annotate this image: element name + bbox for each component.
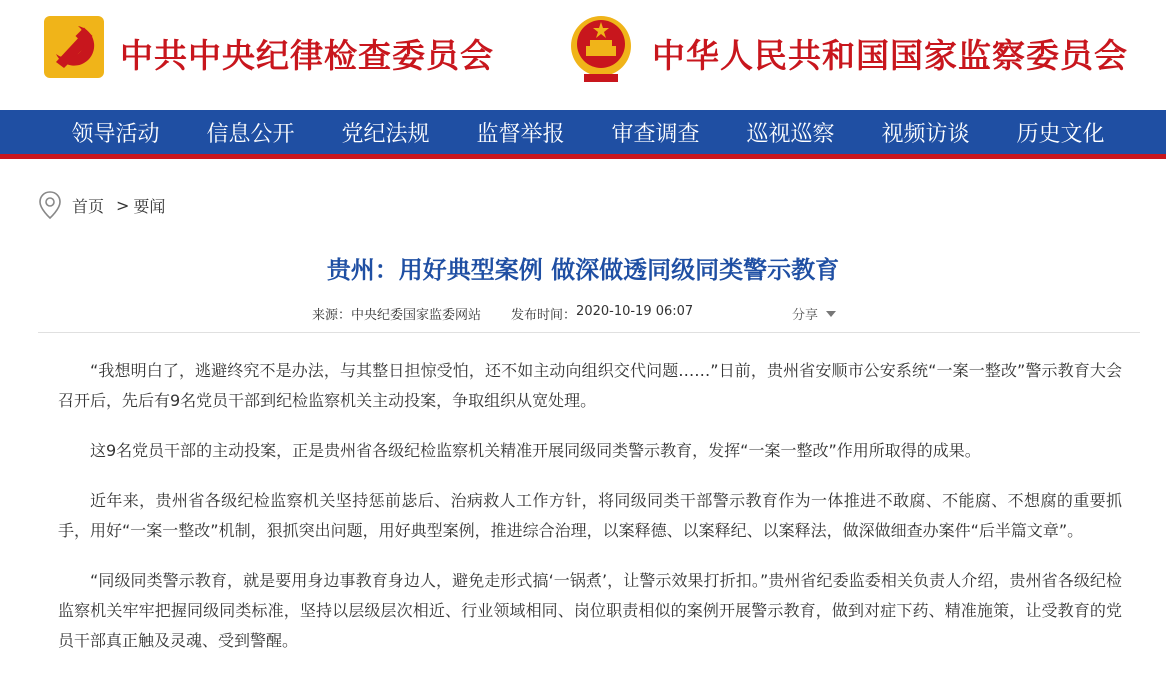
nav-item-regulations[interactable]: 党纪法规 [341,121,430,147]
nav-item-report[interactable]: 监督举报 [476,121,565,147]
meta-divider [38,332,1140,333]
location-pin-icon [38,190,62,220]
breadcrumb-home[interactable]: 首页 [72,196,105,216]
time-value: 2020-10-19 06:07 [576,304,694,319]
breadcrumb [38,190,165,220]
nav-item-history[interactable]: 历史文化 [1016,121,1105,147]
source-value: 中央纪委国家监委网站 [351,308,482,323]
share-button[interactable] [792,304,836,323]
breadcrumb-separator: > [116,195,130,215]
main-nav [0,110,1166,154]
chevron-down-icon [826,311,836,317]
party-emblem-icon[interactable] [42,14,106,80]
article-title: 贵州：用好典型案例 做深做透同级同类警示教育 [326,256,840,284]
article-body [58,356,1122,676]
paragraph: “同级同类警示教育，就是要用身边事教育身边人，避免走形式搞‘一锅煮’，让警示效果打折扣。”贵州省纪委监委相关负责人介绍，贵州省各级纪检监察机关牢牢把握同级同类标准，坚持以层级层次相近、行业领域相同、岗位职责相似的案例开展警示教育，做到对症下药、精准施策，让受教育的党员干部真正触及灵魂、受到警醒。 [58,571,1122,650]
source-label: 来源： [312,308,352,323]
national-emblem-icon[interactable] [568,12,634,84]
nav-divider [0,154,1166,159]
paragraph: 近年来，贵州省各级纪检监察机关坚持惩前毖后、治病救人工作方针，将同级同类干部警示教育作为一体推进不敢腐、不能腐、不想腐的重要抓手，用好“一案一整改”机制，狠抓突出问题，用好典型案例，推进综合治理，以案释德、以案释纪、以案释法，做深做细查办案件“后半篇文章”。 [58,491,1122,540]
nav-item-investigation[interactable]: 审查调查 [611,121,700,147]
site-header [0,0,1166,110]
national-supervisory-commission-title[interactable]: 中华人民共和国国家监察委员会 [652,36,1128,75]
cpc-discipline-commission-title[interactable]: 中共中央纪律检查委员会 [120,36,494,75]
nav-item-video[interactable]: 视频访谈 [881,121,970,147]
nav-item-inspection[interactable]: 巡视巡察 [746,121,835,147]
paragraph: 这9名党员干部的主动投案，正是贵州省各级纪检监察机关精准开展同级同类警示教育，发挥“一案一整改”作用所取得的成果。 [90,441,981,460]
nav-item-disclosure[interactable]: 信息公开 [206,121,295,147]
time-label: 发布时间： [511,308,577,323]
breadcrumb-current[interactable]: 要闻 [133,196,166,216]
nav-item-leadership[interactable]: 领导活动 [71,121,160,147]
share-label: 分享 [792,308,819,323]
article-meta [312,304,693,323]
paragraph: “我想明白了，逃避终究不是办法，与其整日担惊受怕，还不如主动向组织交代问题……”日前，贵州省安顺市公安系统“一案一整改”警示教育大会召开后，先后有9名党员干部到纪检监察机关主动投案，争取组织从宽处理。 [58,361,1122,410]
